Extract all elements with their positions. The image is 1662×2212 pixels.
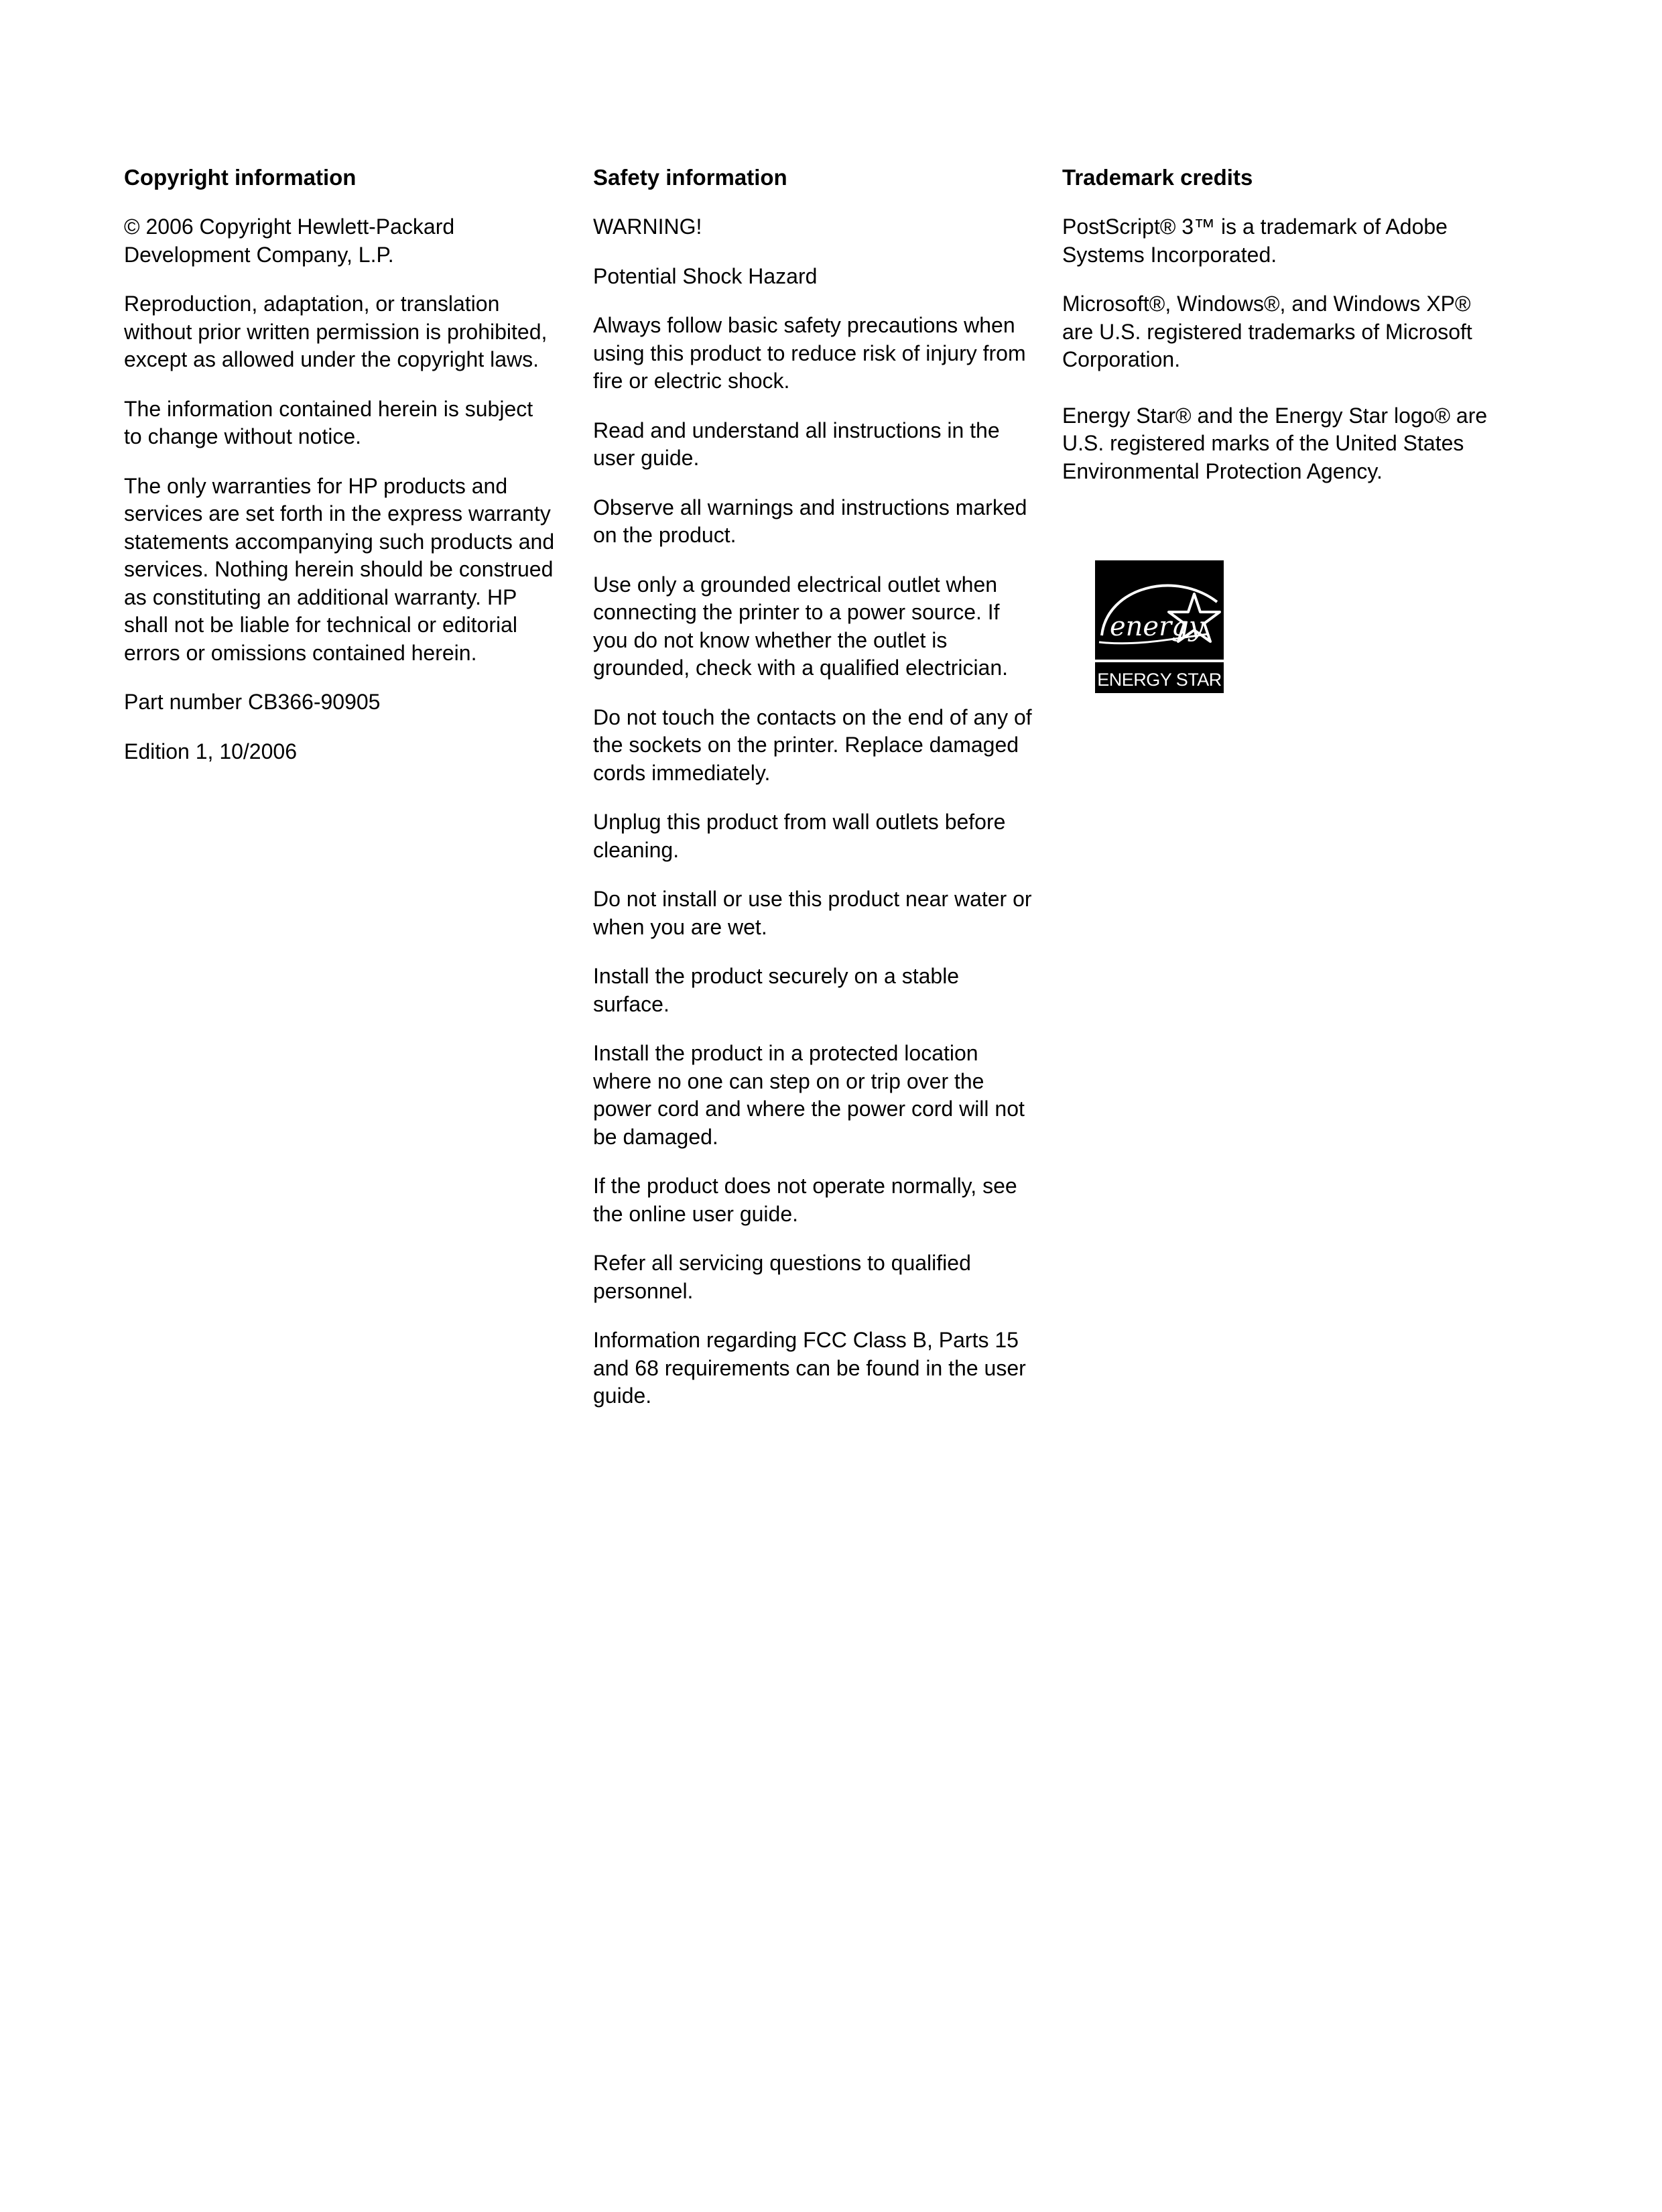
copyright-column bbox=[124, 164, 556, 787]
safety-paragraph: Always follow basic safety precautions when using this product to reduce risk of injury from fire or electric shock. bbox=[593, 313, 1026, 393]
trademark-paragraph: Energy Star® and the Energy Star logo® are U.S. registered marks of the United States Environmental Protection Agency. bbox=[1062, 403, 1488, 483]
trademark-paragraph: PostScript® 3™ is a trademark of Adobe Systems Incorporated. bbox=[1062, 214, 1448, 267]
safety-column bbox=[593, 164, 1035, 1432]
edition: Edition 1, 10/2006 bbox=[124, 739, 297, 763]
safety-warning: WARNING! bbox=[593, 214, 702, 239]
part-number: Part number CB366-90905 bbox=[124, 690, 381, 714]
safety-paragraph: Do not touch the contacts on the end of any of the sockets on the printer. Replace damaged cords immediately. bbox=[593, 704, 1032, 785]
energy-script-text: energy bbox=[1110, 611, 1204, 642]
copyright-paragraph: © 2006 Copyright Hewlett-Packard Development Company, L.P. bbox=[124, 214, 455, 267]
copyright-paragraph: The information contained herein is subject to change without notice. bbox=[124, 396, 533, 448]
copyright-paragraph: Reproduction, adaptation, or translation without prior written permission is prohibited, except as allowed under the copyright laws. bbox=[124, 292, 548, 371]
safety-paragraph: Read and understand all instructions in the user guide. bbox=[593, 418, 1000, 470]
trademark-paragraph: Microsoft®, Windows®, and Windows XP® are U.S. registered trademarks of Microsoft Corporation. bbox=[1062, 292, 1472, 371]
energy-star-logo-icon bbox=[1095, 560, 1224, 693]
safety-paragraph: Refer all servicing questions to qualified personnel. bbox=[593, 1251, 971, 1303]
copyright-paragraph: The only warranties for HP products and services are set forth in the express warranty statements accompanying such products and services. Nothing herein should be construed as constituting an additional warranty. HP shall not be liable for technical or editorial errors or omissions contained herein. bbox=[124, 473, 555, 665]
safety-paragraph: If the product does not operate normally, see the online user guide. bbox=[593, 1174, 1017, 1226]
energy-star-caption: ENERGY STAR bbox=[1097, 670, 1222, 690]
trademark-heading: Trademark credits bbox=[1062, 165, 1253, 190]
safety-paragraph: Unplug this product from wall outlets before cleaning. bbox=[593, 810, 1006, 862]
safety-paragraph: Do not install or use this product near water or when you are wet. bbox=[593, 887, 1032, 939]
safety-paragraph: Use only a grounded electrical outlet when connecting the printer to a power source. If you do not know whether the outlet is grounded, check with a qualified electrician. bbox=[593, 572, 1009, 680]
safety-paragraph: Observe all warnings and instructions marked on the product. bbox=[593, 495, 1027, 547]
safety-paragraph: Install the product securely on a stable surface. bbox=[593, 964, 960, 1016]
trademark-column bbox=[1062, 164, 1505, 507]
safety-paragraph: Information regarding FCC Class B, Parts 15 and 68 requirements can be found in the user guide. bbox=[593, 1328, 1026, 1408]
safety-heading: Safety information bbox=[593, 165, 787, 190]
safety-hazard: Potential Shock Hazard bbox=[593, 263, 818, 288]
safety-paragraph: Install the product in a protected location where no one can step on or trip over the power cord and where the power cord will not be damaged. bbox=[593, 1041, 1025, 1149]
copyright-heading: Copyright information bbox=[124, 165, 357, 190]
